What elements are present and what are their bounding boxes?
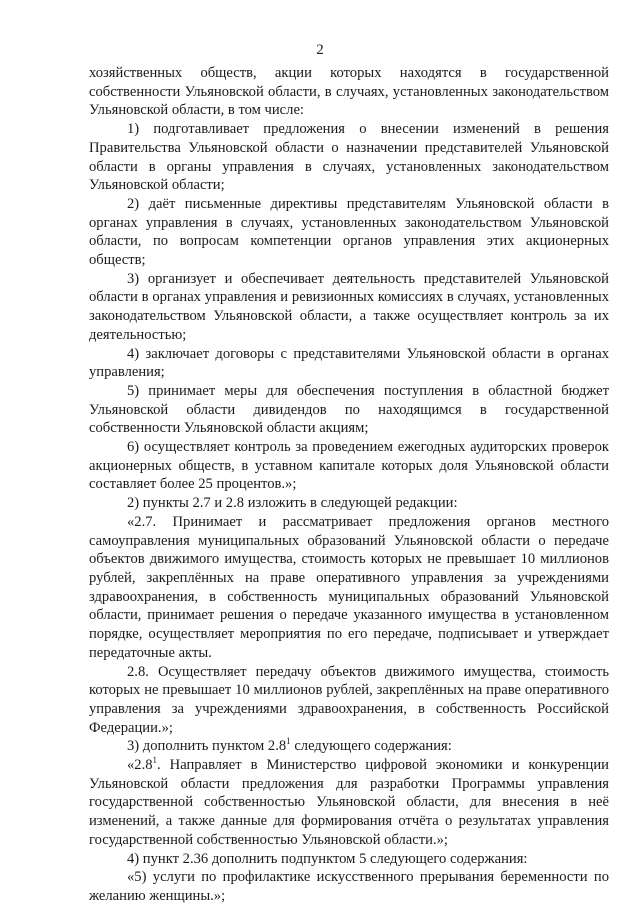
clause-2-8-1-number: «2.8	[127, 757, 153, 774]
document-body	[89, 64, 609, 906]
paragraph-item-5: 5) принимает меры для обеспечения поступления в областной бюджет Ульяновской области дивидендов по находящимся в государственной собственности Ульяновской области акциям;	[89, 382, 609, 437]
paragraph-item-2: 2) даёт письменные директивы представителям Ульяновской области в органах управления в случаях, установленных законодательством Ульяновской области, по вопросам компетенции органов управления этих акционерных обществ;	[89, 195, 609, 269]
paragraph-amendment-2: 2) пункты 2.7 и 2.8 изложить в следующей редакции:	[127, 495, 458, 512]
page-number: 2	[316, 42, 324, 58]
paragraph-item-1: 1) подготавливает предложения о внесении изменений в решения Правительства Ульяновской области о назначении представителей Ульяновской области в органы управления в случаях, установленных законодательством Ульяновской области;	[89, 121, 609, 194]
paragraph-clause-2-8: 2.8. Осуществляет передачу объектов движимого имущества, стоимость которых не превышает 10 миллионов рублей, закреплённых на праве оперативного управления за учреждениями здравоохранения, в собственность Российской Федерации.»;	[89, 663, 609, 736]
paragraph-clause-2-7: «2.7. Принимает и рассматривает предложения органов местного самоуправления муниципальных образований Ульяновской области о передаче объектов движимого имущества, стоимость которых не превышает 10 миллионов рублей, закреплённых на праве оперативного управления за учреждениями здравоохранения, в собственность муниципальных образований Ульяновской области, принимает решения о передаче указанного имущества в установленном порядке, осуществляет мероприятия по его передаче, подписывает и утверждает передаточные акты.	[89, 513, 609, 661]
clause-2-8-1-text: . Направляет в Министерство цифровой экономики и конкуренции Ульяновской области предложения для разработки Программы управления государственной собственностью Ульяновской области, для внесения в неё изменений, а также данные для формирования отчёта о результатах управления государственной собственностью Ульяновской области.»;	[89, 757, 609, 848]
paragraph-subclause-5: «5) услуги по профилактике искусственного прерывания беременности по желанию женщины.»;	[89, 869, 609, 904]
paragraph-item-6: 6) осуществляет контроль за проведением ежегодных аудиторских проверок акционерных обществ, в уставном капитале которых доля Ульяновской области составляет более 25 процентов.»;	[89, 439, 609, 493]
paragraph-clause-2-8-1	[89, 756, 609, 850]
amendment-3-tail: следующего содержания:	[290, 738, 452, 755]
superscript-1: 1	[152, 755, 158, 766]
paragraph-intro: хозяйственных обществ, акции которых находятся в государственной собственности Ульяновской области, в случаях, установленных законодательством Ульяновской области, в том числе:	[89, 65, 609, 119]
paragraph-item-4: 4) заключает договоры с представителями Ульяновской области в органах управления;	[89, 345, 609, 381]
paragraph-item-3: 3) организует и обеспечивает деятельность представителей Ульяновской области в органах управления и ревизионных комиссиях в случаях, установленных законодательством Ульяновской области, а также осуществляет контроль за их деятельностью;	[89, 270, 609, 343]
paragraph-amendment-4: 4) пункт 2.36 дополнить подпунктом 5 следующего содержания:	[127, 850, 528, 867]
paragraph-amendment-3	[89, 737, 609, 756]
amendment-3-text: 3) дополнить пунктом 2.8	[127, 738, 287, 755]
superscript-1: 1	[286, 736, 291, 747]
